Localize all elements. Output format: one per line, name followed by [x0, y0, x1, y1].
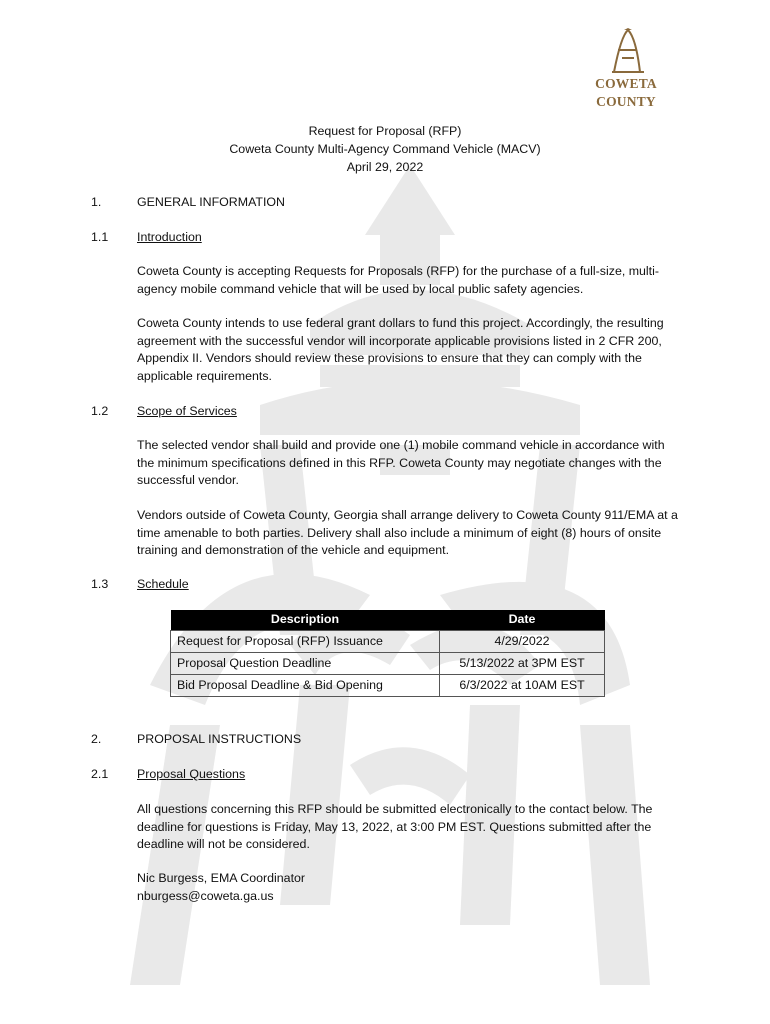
column-header-description: Description — [171, 610, 440, 631]
schedule-table — [170, 610, 605, 697]
paragraph: The selected vendor shall build and provide one (1) mobile command vehicle in accordance with the minimum specifications defined in this RFP. Coweta County may negotiate changes with the successful vendor. — [137, 438, 665, 487]
section-number: 2.1 — [91, 767, 109, 781]
logo-text: COWETA COUNTY — [595, 76, 657, 109]
table-cell: Request for Proposal (RFP) Issuance — [171, 631, 440, 653]
column-header-date: Date — [440, 610, 605, 631]
paragraph: Vendors outside of Coweta County, Georgia shall arrange delivery to Coweta County 911/EMA at a time amenable to both parties. Delivery shall also include a minimum of eight (8) hours of onsite training and demonstration of the vehicle and equipment. — [137, 508, 678, 557]
title-line-1: Request for Proposal (RFP) — [308, 124, 462, 138]
section-number: 2. — [91, 732, 102, 746]
subsection-heading: Scope of Services — [137, 404, 237, 418]
title-line-2: Coweta County Multi-Agency Command Vehicle (MACV) — [229, 142, 541, 156]
table-row — [171, 675, 605, 697]
section-number: 1.3 — [91, 577, 109, 591]
table-row — [171, 631, 605, 653]
section-number: 1.1 — [91, 230, 109, 244]
section-number: 1.2 — [91, 404, 109, 418]
subsection-heading: Schedule — [137, 577, 189, 591]
contact-name: Nic Burgess, EMA Coordinator — [137, 871, 306, 885]
courthouse-icon — [566, 28, 686, 76]
table-cell: 5/13/2022 at 3PM EST — [440, 653, 605, 675]
document-title — [0, 123, 770, 177]
coweta-county-logo — [566, 28, 686, 109]
paragraph: Coweta County intends to use federal grant dollars to fund this project. Accordingly, the resulting agreement with the successful vendor will incorporate applicable provisions listed in 2 CFR 200, Appendix II. Vendors should review these provisions to ensure that they can comply with the applicable requirements. — [137, 316, 664, 383]
paragraph: All questions concerning this RFP should be submitted electronically to the contact below. The deadline for questions is Friday, May 13, 2022, at 3:00 PM EST. Questions submitted after the deadline will not be considered. — [137, 802, 653, 851]
paragraph: Coweta County is accepting Requests for Proposals (RFP) for the purchase of a full-size, multi-agency mobile command vehicle that will be used by local public safety agencies. — [137, 264, 660, 296]
table-row — [171, 653, 605, 675]
table-header-row — [171, 610, 605, 631]
table-cell: Bid Proposal Deadline & Bid Opening — [171, 675, 440, 697]
table-cell: Proposal Question Deadline — [171, 653, 440, 675]
table-cell: 6/3/2022 at 10AM EST — [440, 675, 605, 697]
subsection-heading: Proposal Questions — [137, 767, 246, 781]
section-number: 1. — [91, 195, 102, 209]
section-heading: GENERAL INFORMATION — [137, 195, 286, 209]
table-cell: 4/29/2022 — [440, 631, 605, 653]
subsection-heading: Introduction — [137, 230, 202, 244]
title-line-3: April 29, 2022 — [346, 160, 424, 174]
contact-email[interactable]: nburgess@coweta.ga.us — [137, 889, 274, 903]
section-heading: PROPOSAL INSTRUCTIONS — [137, 732, 302, 746]
